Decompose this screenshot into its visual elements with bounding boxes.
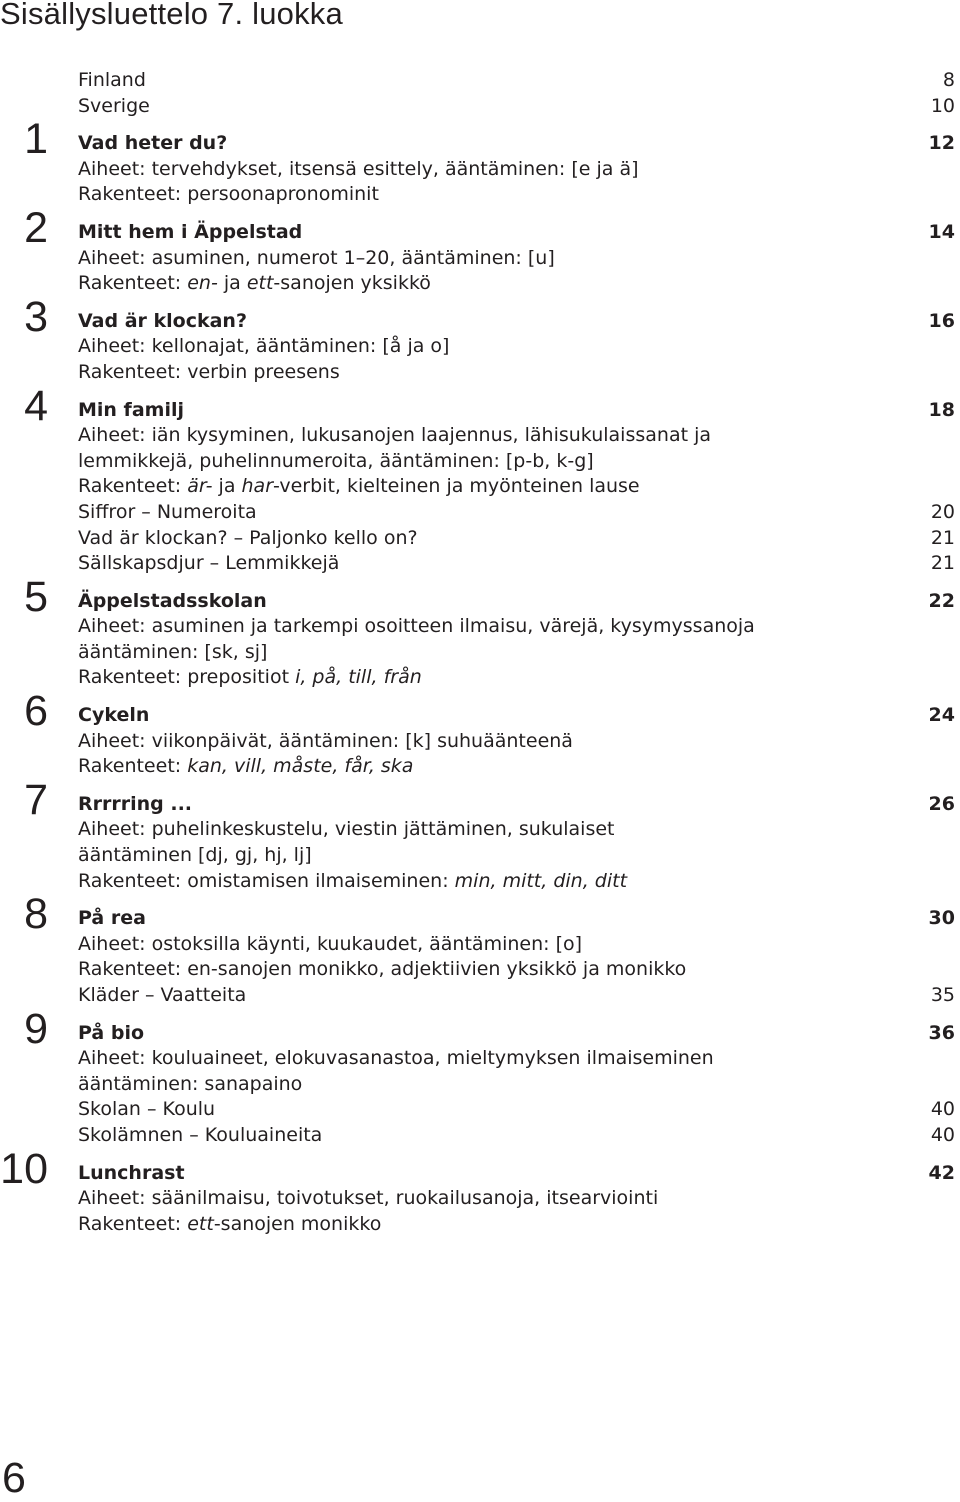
chapter-detail-line [0,729,960,755]
line-text: ääntäminen [dj, gj, hj, lj] [78,844,312,867]
chapter-detail-line [0,614,960,640]
chapter-page: 30 [928,907,955,930]
chapter-page: 18 [928,398,955,421]
chapter-detail-line [0,665,960,691]
intro-entry [0,94,960,120]
chapter-page: 26 [928,792,955,815]
chapter-detail-line [0,1046,960,1072]
chapter-title: Mitt hem i Äppelstad [78,220,303,243]
line-text: Aiheet: säänilmaisu, toivotukset, ruokailusanoja, itsearviointi [78,1187,659,1210]
line-text: Aiheet: ostoksilla käynti, kuukaudet, ääntäminen: [o] [78,932,583,955]
chapter-detail-line [0,474,960,500]
chapter-number: 6 [24,687,48,736]
chapter-heading [0,203,960,252]
line-text: Vad är klockan? – Paljonko kello on? [78,526,418,549]
italic-term: har [241,475,274,498]
line-text: Aiheet: viikonpäivät, ääntäminen: [k] suhuäänteenä [78,729,573,752]
line-text: Aiheet: tervehdykset, itsensä esittely, ääntäminen: [e ja ä] [78,157,639,180]
chapter-title: Rrrrring ... [78,792,193,815]
page-number: 6 [2,1454,26,1502]
chapter-title: Lunchrast [78,1161,185,1184]
italic-term: en- [187,272,218,295]
section-entry [0,1123,960,1149]
chapter-page: 14 [928,220,955,243]
chapter-detail-line [0,932,960,958]
chapter-detail-line [0,869,960,895]
chapter-detail-line [0,957,960,983]
line-text: Skolan – Koulu [78,1098,216,1121]
chapter-heading [0,1144,960,1193]
chapter-heading [0,572,960,621]
line-text: Rakenteet: en-sanojen monikko, adjektiivien yksikkö ja monikko [78,958,687,981]
line-segment: Rakenteet: [78,272,188,295]
intro-entry-title: Finland [78,69,146,91]
italic-term: ett [187,1212,214,1235]
intro-entry-page: 10 [930,94,955,117]
chapter-detail-line [0,449,960,475]
intro-entry-page: 8 [942,69,955,91]
section-page: 21 [930,526,955,549]
line-segment: Rakenteet: [78,1212,188,1235]
line-segment: ja [217,272,247,295]
chapter-page: 16 [928,309,955,332]
line-text: Aiheet: asuminen ja tarkempi osoitteen ilmaisu, värejä, kysymyssanoja [78,615,755,638]
chapter-detail-line [0,360,960,386]
line-text: Aiheet: asuminen, numerot 1–20, ääntäminen: [u] [78,246,555,269]
italic-term: är- [187,475,213,498]
line-segment: Rakenteet: [78,755,188,778]
chapter-number: 2 [24,203,48,252]
line-text [78,271,955,297]
line-segment: Rakenteet: prepositiot [78,666,296,689]
chapter-title: På bio [78,1021,145,1044]
line-text: Skolämnen – Kouluaineita [78,1123,323,1146]
chapter-title: Vad heter du? [78,132,228,155]
chapter-number: 7 [24,775,48,824]
line-text: ääntäminen: sanapaino [78,1072,303,1095]
chapter-detail-line [0,754,960,780]
chapter-detail-line [0,246,960,272]
chapter-detail-line [0,1072,960,1098]
chapter-detail-line [0,1186,960,1212]
chapter-title: På rea [78,907,146,930]
line-segment: Rakenteet: omistamisen ilmaiseminen: [78,869,455,892]
line-segment: -sanojen yksikkö [273,272,431,295]
section-entry [0,1097,960,1123]
line-text: Aiheet: kellonajat, ääntäminen: [å ja o] [78,335,450,358]
line-text: Aiheet: kouluaineet, elokuvasanastoa, mieltymyksen ilmaiseminen [78,1047,714,1070]
table-of-contents [0,68,960,1237]
chapter-heading [0,381,960,430]
chapter-number: 1 [24,115,48,164]
section-page: 40 [930,1098,955,1121]
italic-term: ett [246,272,274,295]
section-entry [0,551,960,577]
line-text: Rakenteet: persoonapronominit [78,183,379,206]
chapter-detail-line [0,334,960,360]
chapter-number: 4 [24,381,48,430]
chapter-heading [0,775,960,824]
chapter-number: 5 [24,572,48,621]
line-segment: -verbit, kielteinen ja myönteinen lause [273,475,640,498]
line-text [78,754,955,780]
chapter-title: Cykeln [78,704,150,727]
italic-term: i, på, till, från [295,666,422,689]
intro-entry [0,68,960,94]
line-text: Rakenteet: verbin preesens [78,360,340,383]
chapter-number: 9 [24,1004,48,1053]
chapter-heading [0,890,960,939]
chapter-page: 36 [928,1021,955,1044]
section-page: 20 [930,500,955,523]
chapter-number: 10 [0,1144,48,1193]
chapter-detail-line [0,640,960,666]
chapter-number: 8 [24,890,48,939]
line-text [78,869,955,895]
chapter-detail-line [0,271,960,297]
section-entry [0,500,960,526]
line-text: Siffror – Numeroita [78,500,257,523]
line-text: Aiheet: puhelinkeskustelu, viestin jättäminen, sukulaiset [78,818,615,841]
line-segment: -sanojen monikko [213,1212,382,1235]
chapter-number: 3 [24,292,48,341]
italic-term: kan, vill, måste, får, ska [187,755,414,778]
chapter-page: 42 [928,1161,955,1184]
section-entry [0,526,960,552]
chapter-title: Vad är klockan? [78,309,247,332]
chapter-detail-line [0,157,960,183]
section-page: 21 [930,552,955,575]
chapter-title: Min familj [78,398,184,421]
chapter-page: 22 [928,589,955,612]
section-page: 40 [930,1123,955,1146]
chapter-detail-line [0,423,960,449]
chapter-detail-line [0,1212,960,1238]
line-text [78,1212,955,1238]
line-text: Sällskapsdjur – Lemmikkejä [78,552,340,575]
chapter-heading [0,1004,960,1053]
chapter-title: Äppelstadsskolan [78,589,267,612]
intro-entry-title: Sverige [78,94,150,117]
line-text: ääntäminen: [sk, sj] [78,640,268,663]
page-title: Sisällysluettelo 7. luokka [0,0,343,31]
chapter-heading [0,292,960,341]
line-text: lemmikkejä, puhelinnumeroita, ääntäminen: [p-b, k-g] [78,449,594,472]
line-text: Aiheet: iän kysyminen, lukusanojen laajennus, lähisukulaissanat ja [78,424,712,447]
section-entry [0,983,960,1009]
line-text [78,665,955,691]
line-segment: ja [212,475,242,498]
chapter-page: 24 [928,704,955,727]
chapter-heading [0,115,960,164]
line-text [78,474,955,500]
chapter-page: 12 [928,132,955,155]
line-text: Kläder – Vaatteita [78,984,247,1006]
chapter-detail-line [0,182,960,208]
chapter-heading [0,687,960,736]
line-segment: Rakenteet: [78,475,188,498]
section-page: 35 [930,984,955,1006]
chapter-detail-line [0,817,960,843]
chapter-detail-line [0,843,960,869]
italic-term: min, mitt, din, ditt [454,869,628,892]
